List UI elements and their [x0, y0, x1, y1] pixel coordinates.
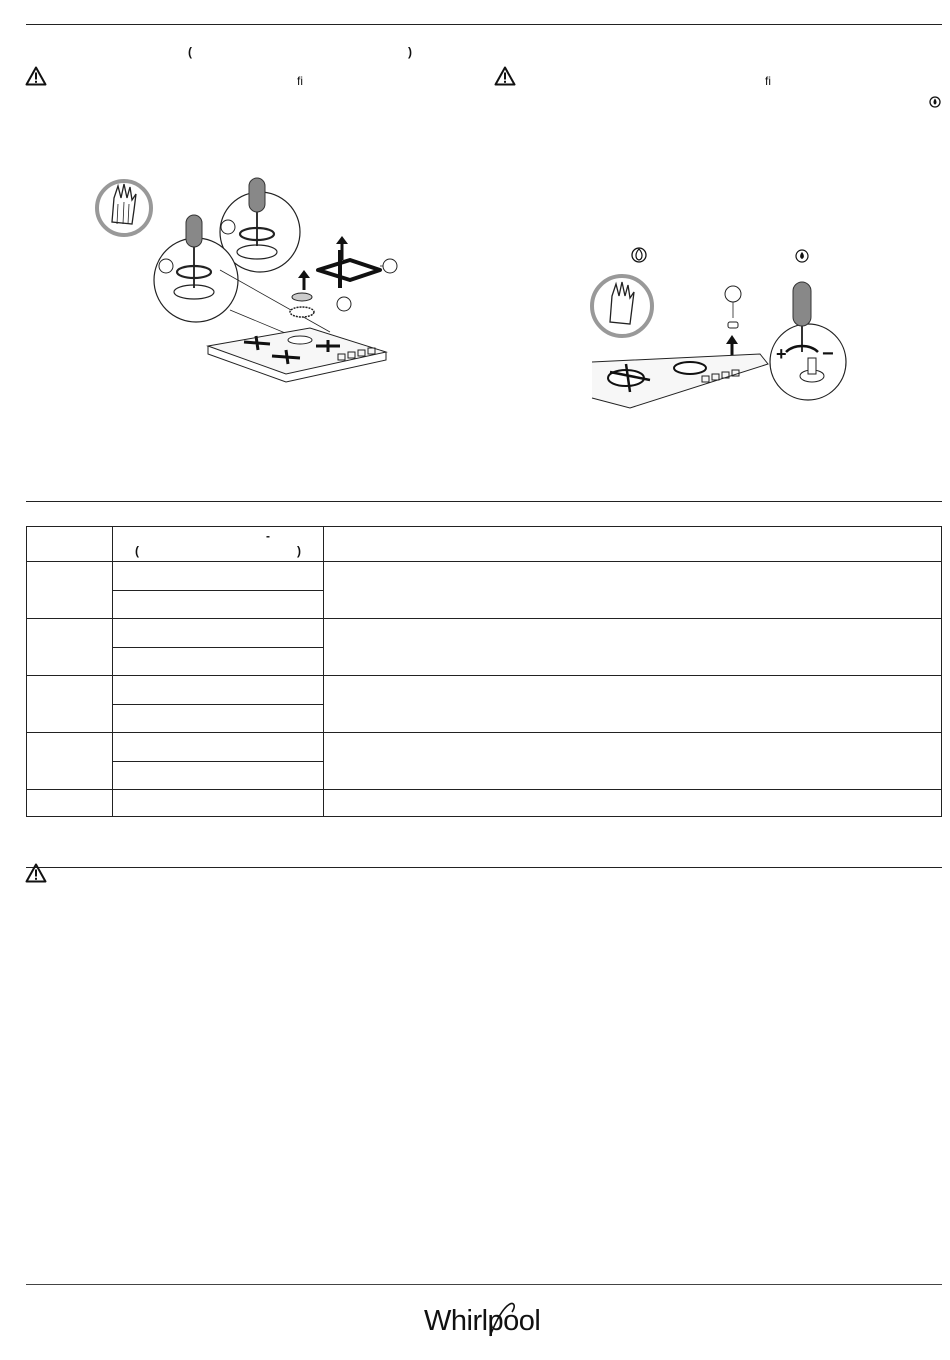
heading-paren-close: )	[408, 45, 412, 59]
table-header-cell	[113, 527, 324, 562]
flame-small-icon	[796, 250, 808, 262]
whirlpool-logo	[424, 1300, 548, 1342]
section-rule-table	[26, 501, 942, 502]
warning-triangle-icon	[25, 863, 47, 883]
table-header-cell	[324, 527, 942, 562]
flame-outline-icon	[632, 248, 646, 262]
ligature-fi-left: ﬁ	[297, 74, 303, 88]
table-row	[27, 562, 942, 591]
screwdriver-icon	[249, 178, 265, 212]
protective-gloves-icon	[592, 276, 652, 336]
warning-triangle-icon	[25, 66, 47, 86]
table-row	[27, 676, 942, 705]
flame-small-icon	[929, 94, 941, 108]
svg-text:+: +	[776, 344, 787, 364]
screwdriver-icon	[793, 282, 811, 326]
header-paren-close: )	[297, 544, 301, 558]
burner-removal-illustration	[90, 170, 420, 400]
table-header-cell	[27, 527, 113, 562]
warning-triangle-icon	[494, 66, 516, 86]
burner-specification-table	[26, 526, 942, 817]
table-row	[27, 733, 942, 762]
footer-rule	[26, 1284, 942, 1285]
table-header-row	[27, 527, 942, 562]
table-row	[27, 790, 942, 817]
header-dash: -	[266, 529, 270, 543]
protective-gloves-icon	[97, 181, 151, 235]
header-paren-open: (	[135, 544, 139, 558]
flame-adjustment-illustration	[590, 240, 860, 415]
section-rule-bottom	[26, 867, 942, 868]
svg-text:−: −	[822, 343, 834, 365]
table-row	[27, 619, 942, 648]
ligature-fi-right: ﬁ	[765, 74, 771, 88]
svg-text:Whirlpool: Whirlpool	[424, 1305, 541, 1337]
heading-paren-open: (	[188, 45, 192, 59]
section-rule-top	[26, 24, 942, 25]
